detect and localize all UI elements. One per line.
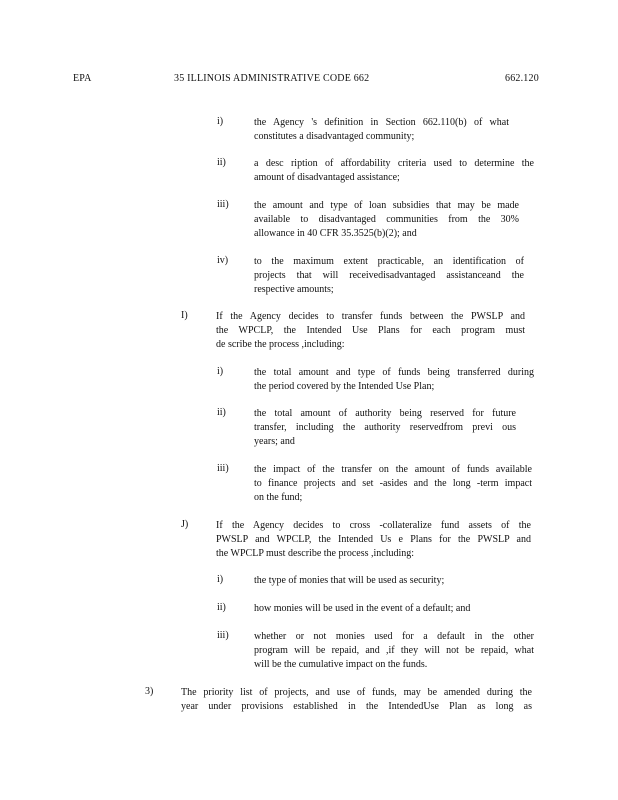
list-item-line: the WPCLP, the Intended Use Plans for each program must: [216, 325, 525, 336]
list-item-line: transfer, including the authority reservedfrom previ ous: [254, 422, 516, 433]
list-item-label: i): [217, 574, 224, 585]
list-item-line: If the Agency decides to transfer funds between the PWSLP and: [216, 311, 525, 322]
list-item-line: amount of disadvantaged assistance;: [254, 172, 400, 183]
header-section-number: 662.120: [505, 73, 539, 84]
list-item: [217, 574, 484, 588]
list-item-line: constitutes a disadvantaged community;: [254, 131, 415, 142]
list-item-line: whether or not monies used for a default in the other: [254, 631, 534, 642]
list-item-line: the period covered by the Intended Use Plan;: [254, 381, 435, 392]
list-item-line: If the Agency decides to cross -collateralize fund assets of the: [216, 520, 531, 531]
list-item-line: PWSLP and WPCLP, the Intended Us e Plans for the PWSLP and: [216, 534, 531, 545]
list-item-line: the Agency 's definition in Section 662.110(b) of what: [254, 117, 509, 128]
list-item: [217, 407, 516, 449]
list-item-line: program will be repaid, and ,if they will not be repaid, what: [254, 645, 534, 656]
list-item-line: The priority list of projects, and use of funds, may be amended during the: [181, 687, 532, 698]
list-item-label: i): [217, 366, 224, 377]
list-item-line: how monies will be used in the event of a default; and: [254, 603, 471, 614]
list-item-line: will be the cumulative impact on the funds.: [254, 659, 428, 670]
list-item-label: iii): [217, 199, 229, 210]
list-item-line: allowance in 40 CFR 35.3525(b)(2); and: [254, 228, 417, 239]
list-item-line: years; and: [254, 436, 295, 447]
list-item: [145, 686, 532, 714]
list-item-line: the total amount and type of funds being transferred during: [254, 367, 534, 378]
list-item: [217, 463, 532, 505]
list-item-line: the impact of the transfer on the amount of funds available: [254, 464, 532, 475]
list-item-label: ii): [217, 602, 226, 613]
list-item-line: a desc ription of affordability criteria used to determine the: [254, 158, 534, 169]
list-item: [217, 255, 524, 297]
list-item-label: J): [181, 519, 189, 530]
list-item-label: iii): [217, 630, 229, 641]
list-item-label: ii): [217, 157, 226, 168]
list-item: [217, 602, 519, 616]
list-item-label: ii): [217, 407, 226, 418]
list-item: [181, 310, 525, 352]
list-item: [217, 366, 534, 394]
list-item-line: de scribe the process ,including:: [216, 339, 345, 350]
list-item-line: on the fund;: [254, 492, 303, 503]
list-item-line: to the maximum extent practicable, an identification of: [254, 256, 524, 267]
list-item-line: the total amount of authority being reserved for future: [254, 408, 516, 419]
list-item-label: iv): [217, 255, 229, 266]
header-title: 35 ILLINOIS ADMINISTRATIVE CODE 662: [174, 73, 370, 84]
list-item: [217, 199, 519, 241]
list-item-label: I): [181, 310, 188, 321]
list-item-line: year under provisions established in the IntendedUse Plan as long as: [181, 701, 532, 712]
list-item-line: to finance projects and set -asides and the long -term impact: [254, 478, 532, 489]
list-item-line: the type of monies that will be used as security;: [254, 575, 445, 586]
list-item-label: 3): [145, 686, 154, 697]
list-item-line: respective amounts;: [254, 284, 334, 295]
list-item-label: iii): [217, 463, 229, 474]
list-item: [181, 519, 531, 561]
list-item-line: projects that will receivedisadvantaged assistanceand the: [254, 270, 524, 281]
list-item-line: available to disadvantaged communities from the 30%: [254, 214, 519, 225]
list-item: [217, 157, 534, 185]
list-item-label: i): [217, 116, 224, 127]
list-item: [217, 116, 509, 144]
list-item: [217, 630, 534, 672]
list-item-line: the amount and type of loan subsidies that may be made: [254, 200, 519, 211]
header-agency: EPA: [73, 73, 92, 84]
list-item-line: the WPCLP must describe the process ,including:: [216, 548, 415, 559]
